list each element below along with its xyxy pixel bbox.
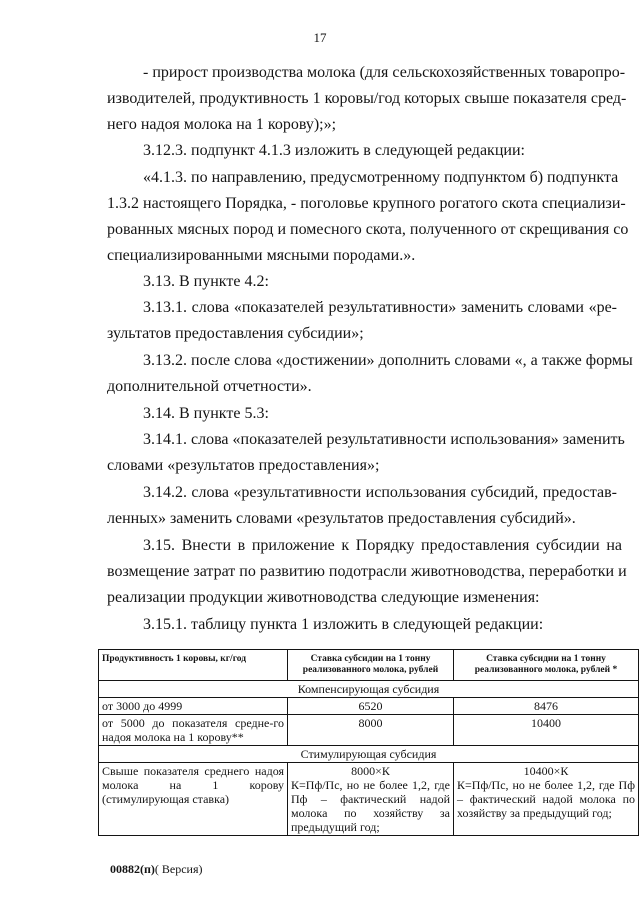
- row-formula-cell: [454, 763, 639, 836]
- row-value: 8476: [454, 698, 639, 715]
- text-line: 3.15.1. таблицу пункта 1 изложить в следующей редакции:: [143, 616, 544, 633]
- row-value: 10400: [454, 715, 639, 746]
- section-row: [99, 746, 639, 763]
- section-compensating: Компенсирующая субсидия: [99, 681, 639, 698]
- row-label: от 3000 до 4999: [99, 698, 288, 715]
- document-version: ( Версия): [154, 862, 203, 876]
- table-row: [99, 698, 639, 715]
- text-line: рованных мясных пород и помесного скота, полученного от скрещивания со: [107, 221, 629, 238]
- header-rate-star: Ставка субсидии на 1 тонну реализованного молока, рублей *: [454, 650, 639, 681]
- formula-text: К=Пф/Пс, но не более 1,2, где Пф – фактический надой молока по хозяйству за предыдущий год;: [457, 778, 635, 820]
- table-row: [99, 715, 639, 746]
- text-line: возмещение затрат по развитию подотрасли животноводства, переработки и: [107, 563, 627, 580]
- document-code: 00882(п): [110, 862, 155, 876]
- text-line: специализированными мясными породами.».: [107, 247, 416, 264]
- section-row: [99, 681, 639, 698]
- header-rate: Ставка субсидии на 1 тонну реализованного молока, рублей: [288, 650, 454, 681]
- formula-value: 10400×К: [523, 764, 569, 778]
- row-label: от 5000 до показателя средне-го надоя молока на 1 корову**: [99, 715, 288, 746]
- row-value: 8000: [288, 715, 454, 746]
- row-label: Свыше показателя среднего надоя молока на 1 корову (стимулирующая ставка): [99, 763, 288, 836]
- text-line: 3.12.3. подпункт 4.1.3 изложить в следующей редакции:: [143, 142, 525, 159]
- section-stimulating: Стимулирующая субсидия: [99, 746, 639, 763]
- row-formula-cell: [288, 763, 454, 836]
- text-line: 3.14. В пункте 5.3:: [143, 405, 269, 422]
- text-line: 3.15. Внести в приложение к Порядку предоставления субсидии на: [143, 537, 622, 554]
- formula-value: 8000×К: [351, 764, 390, 778]
- page-number: 17: [313, 30, 327, 45]
- text-line: 3.14.2. слова «результативности использования субсидий, предостав-: [143, 484, 617, 501]
- text-line: дополнительной отчетности».: [107, 378, 312, 395]
- row-value: 6520: [288, 698, 454, 715]
- subsidy-rate-table: [98, 649, 639, 836]
- text-line: ленных» заменить словами «результатов предоставления субсидий».: [107, 510, 576, 527]
- text-line: него надоя молока на 1 корову);»;: [107, 116, 337, 133]
- document-footer: [110, 862, 203, 877]
- text-line: 3.13.2. после слова «достижении» дополнить словами «, а также формы: [143, 352, 633, 369]
- table-header-row: [99, 650, 639, 681]
- text-line: зультатов предоставления субсидии»;: [107, 325, 364, 342]
- text-line: реализации продукции животноводства следующие изменения:: [107, 589, 540, 606]
- text-line: 3.13. В пункте 4.2:: [143, 273, 269, 290]
- text-line: 3.14.1. слова «показателей результативности использования» заменить: [143, 431, 625, 448]
- text-line: словами «результатов предоставления»;: [107, 457, 380, 474]
- header-productivity: Продуктивность 1 коровы, кг/год: [99, 650, 288, 681]
- text-line: 1.3.2 настоящего Порядка, - поголовье крупного рогатого скота специализи-: [107, 195, 626, 212]
- text-line: 3.13.1. слова «показателей результативности» заменить словами «ре-: [143, 299, 617, 316]
- table-row: [99, 763, 639, 836]
- text-line: изводителей, продуктивность 1 коровы/год которых свыше показателя сред-: [107, 90, 627, 107]
- text-line: «4.1.3. по направлению, предусмотренному подпунктом б) подпункта: [143, 169, 619, 186]
- text-line: - прирост производства молока (для сельскохозяйственных товаропро-: [143, 64, 626, 81]
- formula-text: К=Пф/Пс, но не более 1,2, где Пф – фактический надой молока по хозяйству за предыдущий год;: [291, 778, 450, 834]
